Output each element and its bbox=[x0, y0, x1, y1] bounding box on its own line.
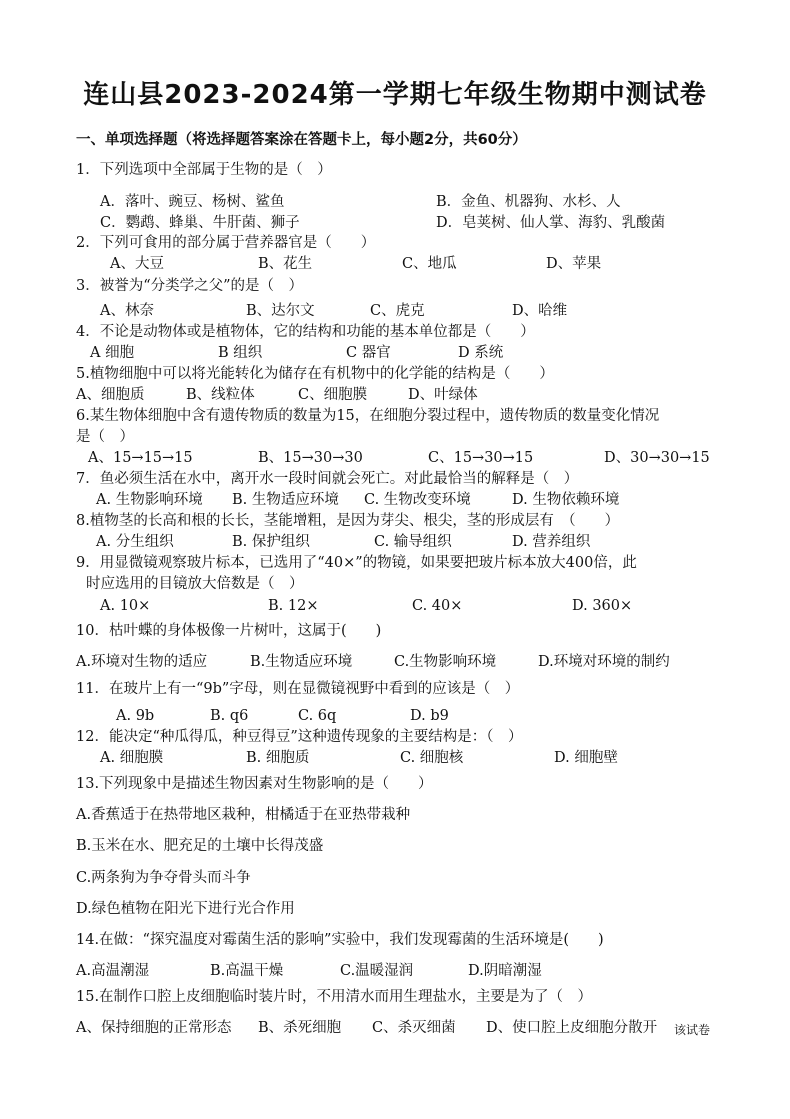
option-a: A. 生物影响环境 bbox=[96, 492, 203, 508]
option-a: A、细胞质 bbox=[76, 387, 145, 403]
option-c: C. 6q bbox=[298, 708, 337, 724]
option-b: B、15→30→30 bbox=[258, 450, 363, 466]
option-c: C 器官 bbox=[346, 345, 391, 361]
question-stem: 13.下列现象中是描述生物因素对生物影响的是（ ） bbox=[76, 776, 433, 792]
option-c: C.温暖湿润 bbox=[340, 963, 414, 979]
option-d: D. 营养组织 bbox=[512, 534, 591, 550]
option-a: A. 细胞膜 bbox=[100, 750, 164, 766]
option-c: C、细胞膜 bbox=[298, 387, 368, 403]
option-c: C.生物影响环境 bbox=[394, 654, 497, 670]
option-d: D、苹果 bbox=[546, 256, 602, 272]
option-b: B. 细胞质 bbox=[246, 750, 310, 766]
option-b: B.高温干燥 bbox=[210, 963, 284, 979]
question-stem: 8.植物茎的长高和根的长长，茎能增粗，是因为芽尖、根尖，茎的形成层有 （ ） bbox=[76, 513, 620, 529]
question-stem: 15.在制作口腔上皮细胞临时装片时，不用清水而用生理盐水，主要是为了（ ） bbox=[76, 989, 593, 1005]
option-a: A 细胞 bbox=[90, 345, 135, 361]
page-title: 连山县2023-2024第一学期七年级生物期中测试卷 bbox=[83, 80, 707, 110]
option-c: C. 生物改变环境 bbox=[364, 492, 471, 508]
option-a: A、大豆 bbox=[110, 256, 164, 272]
option-b: B. 12× bbox=[268, 598, 319, 614]
option-c: C、地瓜 bbox=[402, 256, 457, 272]
option-c: C、15→30→15 bbox=[428, 450, 534, 466]
option-d: D 系统 bbox=[458, 345, 504, 361]
option-d: D、叶绿体 bbox=[408, 387, 478, 403]
question-stem: 4．不论是动物体或是植物体，它的结构和功能的基本单位都是（ ） bbox=[76, 324, 535, 340]
question-stem: 5.植物细胞中可以将光能转化为储存在有机物中的化学能的结构是（ ） bbox=[76, 366, 554, 382]
option-a: A、15→15→15 bbox=[88, 450, 193, 466]
option-a: A. 10× bbox=[100, 598, 151, 614]
option-a: A．落叶、豌豆、杨树、鲨鱼 bbox=[100, 194, 285, 210]
question-stem: 3．被誉为“分类学之父”的是（ ） bbox=[76, 278, 304, 294]
option-d: D．皂荚树、仙人掌、海豹、乳酸菌 bbox=[436, 215, 666, 231]
option-c: C.两条狗为争夺骨头而斗争 bbox=[76, 870, 251, 886]
option-a: A.高温潮湿 bbox=[76, 963, 150, 979]
option-a: A.香蕉适于在热带地区栽种，柑橘适于在亚热带栽种 bbox=[76, 807, 411, 823]
section-heading: 一、单项选择题（将选择题答案涂在答题卡上，每小题2分，共60分） bbox=[76, 132, 527, 148]
question-stem: 11．在玻片上有一“9b”字母，则在显微镜视野中看到的应该是（ ） bbox=[76, 681, 520, 697]
question-stem-continued: 是（ ） bbox=[76, 429, 134, 445]
option-b: B 组织 bbox=[218, 345, 263, 361]
option-d: D、使口腔上皮细胞分散开 bbox=[486, 1020, 658, 1036]
question-stem: 1．下列选项中全部属于生物的是（ ） bbox=[76, 162, 332, 178]
option-b: B. 生物适应环境 bbox=[232, 492, 339, 508]
question-stem: 6.某生物体细胞中含有遗传物质的数量为15，在细胞分裂过程中，遗传物质的数量变化情况 bbox=[76, 408, 660, 424]
option-c: C、杀灭细菌 bbox=[372, 1020, 456, 1036]
question-stem: 9．用显微镜观察玻片标本，已选用了“40×”的物镜，如果要把玻片标本放大400倍，此 bbox=[76, 555, 637, 571]
option-c: C. 40× bbox=[412, 598, 463, 614]
option-b: B.玉米在水、肥充足的土壤中长得茂盛 bbox=[76, 838, 324, 854]
question-stem: 2．下列可食用的部分属于营养器官是（ ） bbox=[76, 235, 376, 251]
option-d: D.绿色植物在阳光下进行光合作用 bbox=[76, 901, 295, 917]
option-b: B、花生 bbox=[258, 256, 313, 272]
option-b: B、达尔文 bbox=[246, 303, 315, 319]
option-c: C．鹦鹉、蜂巢、牛肝菌、狮子 bbox=[100, 215, 300, 231]
option-d: D. 生物依赖环境 bbox=[512, 492, 620, 508]
option-b: B、杀死细胞 bbox=[258, 1020, 342, 1036]
option-b: B．金鱼、机器狗、水杉、人 bbox=[436, 194, 621, 210]
option-a: A. 9b bbox=[116, 708, 155, 724]
option-b: B. q6 bbox=[210, 708, 249, 724]
option-d: D、哈维 bbox=[512, 303, 568, 319]
option-a: A、林奈 bbox=[100, 303, 154, 319]
option-d: D. 细胞壁 bbox=[554, 750, 618, 766]
option-d: D.环境对环境的制约 bbox=[538, 654, 670, 670]
question-stem-continued: 时应选用的目镜放大倍数是（ ） bbox=[86, 576, 304, 592]
option-c: C. 输导组织 bbox=[374, 534, 452, 550]
option-d: D.阴暗潮湿 bbox=[468, 963, 542, 979]
watermark-text: 该试卷 bbox=[674, 1023, 711, 1037]
question-stem: 12．能决定“种瓜得瓜，种豆得豆”这种遗传现象的主要结构是：（ ） bbox=[76, 729, 523, 745]
question-stem: 14.在做：“探究温度对霉菌生活的影响”实验中，我们发现霉菌的生活环境是( ) bbox=[76, 932, 604, 948]
question-stem: 7．鱼必须生活在水中，离开水一段时间就会死亡。对此最恰当的解释是（ ） bbox=[76, 471, 579, 487]
option-d: D. 360× bbox=[572, 598, 633, 614]
option-d: D、30→30→15 bbox=[604, 450, 710, 466]
option-b: B.生物适应环境 bbox=[250, 654, 353, 670]
option-d: D. b9 bbox=[410, 708, 449, 724]
option-b: B. 保护组织 bbox=[232, 534, 310, 550]
option-c: C. 细胞核 bbox=[400, 750, 464, 766]
option-b: B、线粒体 bbox=[186, 387, 255, 403]
option-a: A. 分生组织 bbox=[96, 534, 174, 550]
option-a: A、保持细胞的正常形态 bbox=[76, 1020, 232, 1036]
option-c: C、虎克 bbox=[370, 303, 425, 319]
option-a: A.环境对生物的适应 bbox=[76, 654, 208, 670]
question-stem: 10．枯叶蝶的身体极像一片树叶，这属于( ) bbox=[76, 623, 382, 639]
